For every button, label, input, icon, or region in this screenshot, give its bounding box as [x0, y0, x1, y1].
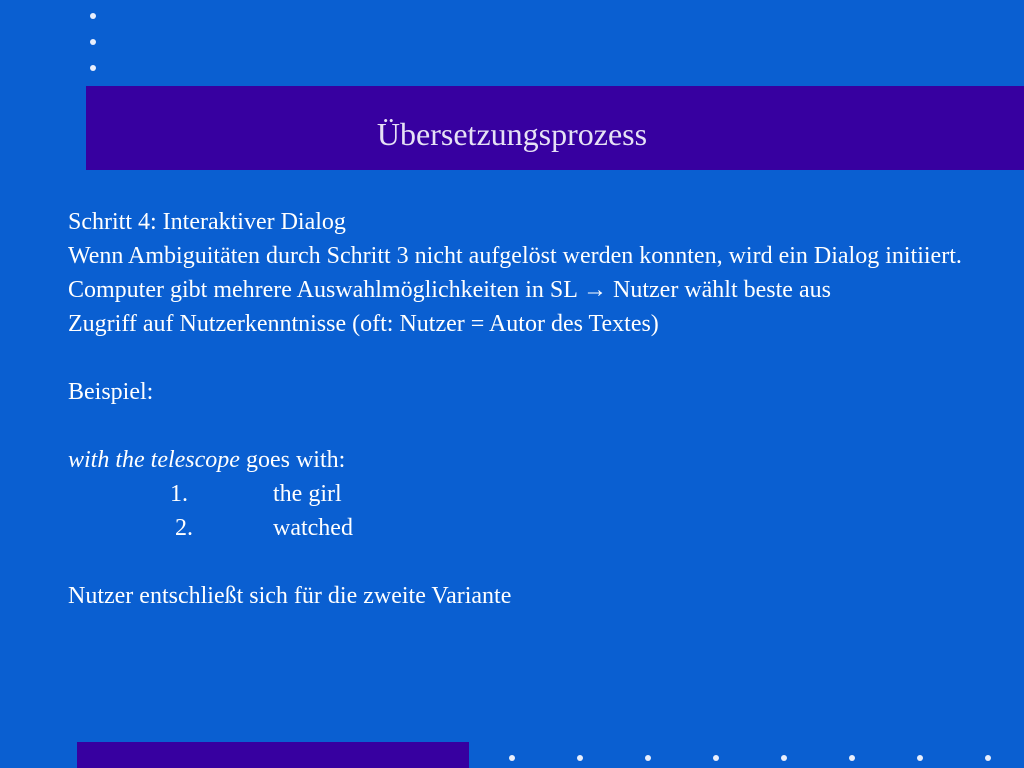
example-rest: goes with: — [239, 447, 346, 473]
slide-body — [68, 205, 971, 613]
decor-dot — [849, 755, 855, 761]
option-text: the girl — [273, 481, 342, 507]
footer-bar — [77, 742, 469, 768]
slide-title: Übersetzungsprozess — [376, 116, 648, 152]
paragraph-ambiguity: Wenn Ambiguitäten durch Schritt 3 nicht aufgelöst werden konnten, wird ein Dialog initiiert. — [68, 243, 962, 269]
decor-dot — [781, 755, 787, 761]
example-label: Beispiel: — [68, 379, 154, 405]
paragraph-user-knowledge: Zugriff auf Nutzerkenntnisse (oft: Nutzer = Autor des Textes) — [68, 311, 659, 337]
option-item — [68, 477, 971, 511]
decor-dot — [509, 755, 515, 761]
spacer — [68, 545, 971, 579]
decor-dot — [713, 755, 719, 761]
spacer — [68, 341, 971, 375]
option-text: watched — [273, 515, 353, 541]
decor-dot — [90, 39, 96, 45]
spacer — [68, 409, 971, 443]
title-bar — [86, 86, 1024, 170]
decor-dot — [985, 755, 991, 761]
example-line — [68, 443, 971, 477]
option-number: 2. — [175, 515, 193, 541]
step-heading: Schritt 4: Interaktiver Dialog — [68, 209, 346, 235]
option-number: 1. — [170, 481, 188, 507]
decor-dot — [90, 65, 96, 71]
option-item — [68, 511, 971, 545]
decor-dot — [917, 755, 923, 761]
paragraph-computer-options: Computer gibt mehrere Auswahlmöglichkeiten in SL → Nutzer wählt beste aus — [68, 277, 831, 303]
decor-dot — [90, 13, 96, 19]
example-phrase: with the telescope — [68, 447, 240, 473]
decor-dot — [645, 755, 651, 761]
decor-dot — [577, 755, 583, 761]
conclusion: Nutzer entschließt sich für die zweite Variante — [68, 583, 512, 609]
